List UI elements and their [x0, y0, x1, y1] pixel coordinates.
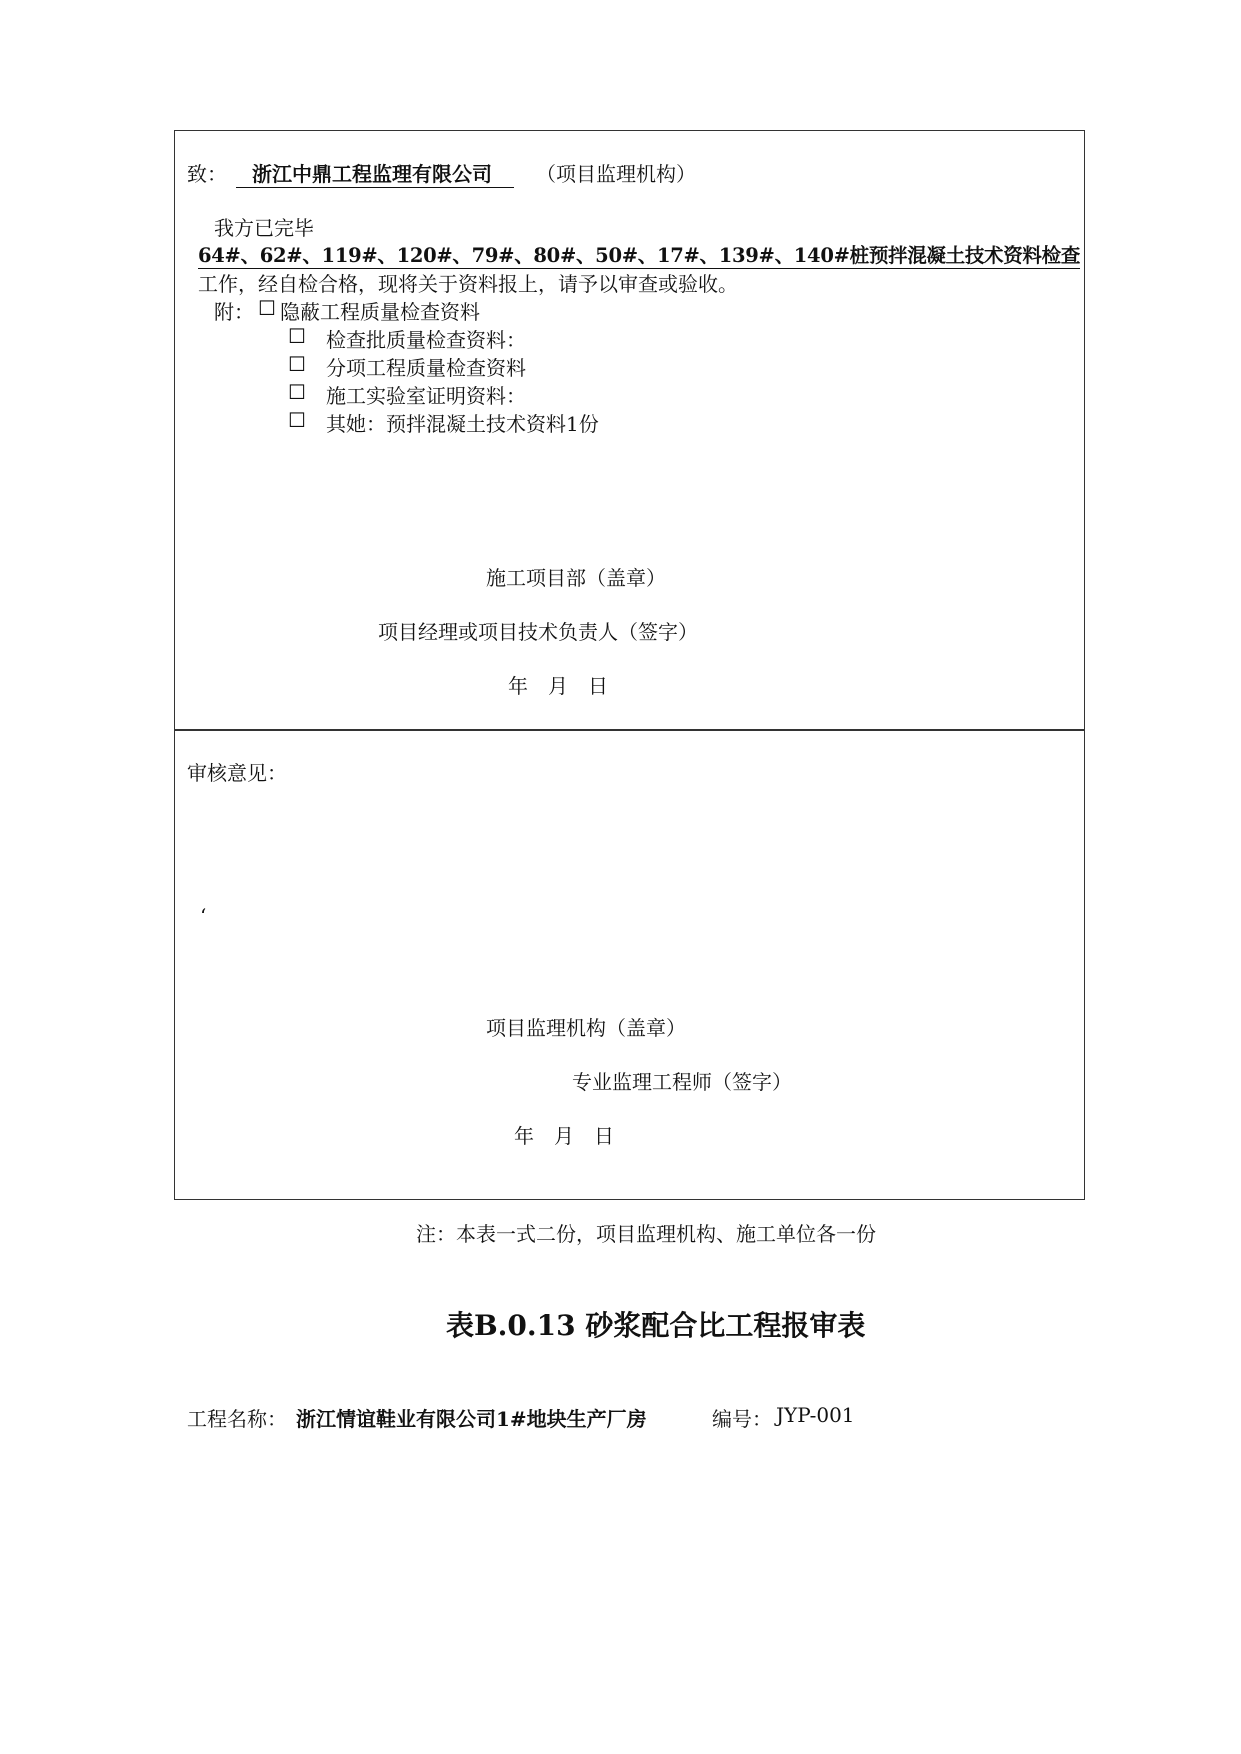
footnote: 注：本表一式二份，项目监理机构、施工单位各一份	[416, 1222, 876, 1246]
attachment-item: 分项工程质量检查资料	[326, 356, 526, 380]
work-desc: 工作，经自检合格，现将关于资料报上，请予以审查或验收。	[198, 272, 738, 296]
work-item: 64#、62#、119#、120#、79#、80#、50#、17#、139#、140#桩预拌混凝土技术资料检查	[198, 240, 1080, 269]
review-mark: ‘	[200, 904, 207, 928]
checkbox[interactable]: ☐	[258, 296, 276, 320]
supervisor-name: 浙江中鼎工程监理有限公司	[236, 158, 514, 188]
date-upper: 年 月 日	[508, 674, 608, 698]
checkbox[interactable]: ☐	[288, 408, 306, 432]
table-title: 表B.0.13 砂浆配合比工程报审表	[446, 1309, 866, 1342]
done-intro: 我方已完毕	[214, 216, 314, 240]
attachment-item: 检查批质量检查资料：	[326, 328, 526, 352]
site-dept-stamp: 施工项目部（盖章）	[486, 566, 666, 590]
to-label: 致：	[187, 162, 227, 186]
checkbox[interactable]: ☐	[288, 324, 306, 348]
attach-label: 附：	[214, 300, 254, 324]
review-label: 审核意见：	[187, 761, 287, 785]
engineer-signature: 专业监理工程师（签字）	[572, 1070, 792, 1094]
supervisor-stamp: 项目监理机构（盖章）	[486, 1016, 686, 1040]
attachment-item: 施工实验室证明资料：	[326, 384, 526, 408]
manager-signature: 项目经理或项目技术负责人（签字）	[378, 620, 698, 644]
attachment-item: 其她：预拌混凝土技术资料1份	[326, 412, 599, 436]
number-value: JYP-001	[776, 1403, 855, 1427]
number-label: 编号：	[712, 1407, 772, 1431]
to-suffix: （项目监理机构）	[536, 162, 696, 186]
project-label: 工程名称：	[187, 1407, 287, 1431]
checkbox[interactable]: ☐	[288, 380, 306, 404]
attachment-item: 隐蔽工程质量检查资料	[280, 300, 480, 324]
review-cell	[174, 729, 1085, 1200]
date-lower: 年 月 日	[514, 1124, 614, 1148]
project-name: 浙江情谊鞋业有限公司1#地块生产厂房	[296, 1407, 647, 1431]
checkbox[interactable]: ☐	[288, 352, 306, 376]
